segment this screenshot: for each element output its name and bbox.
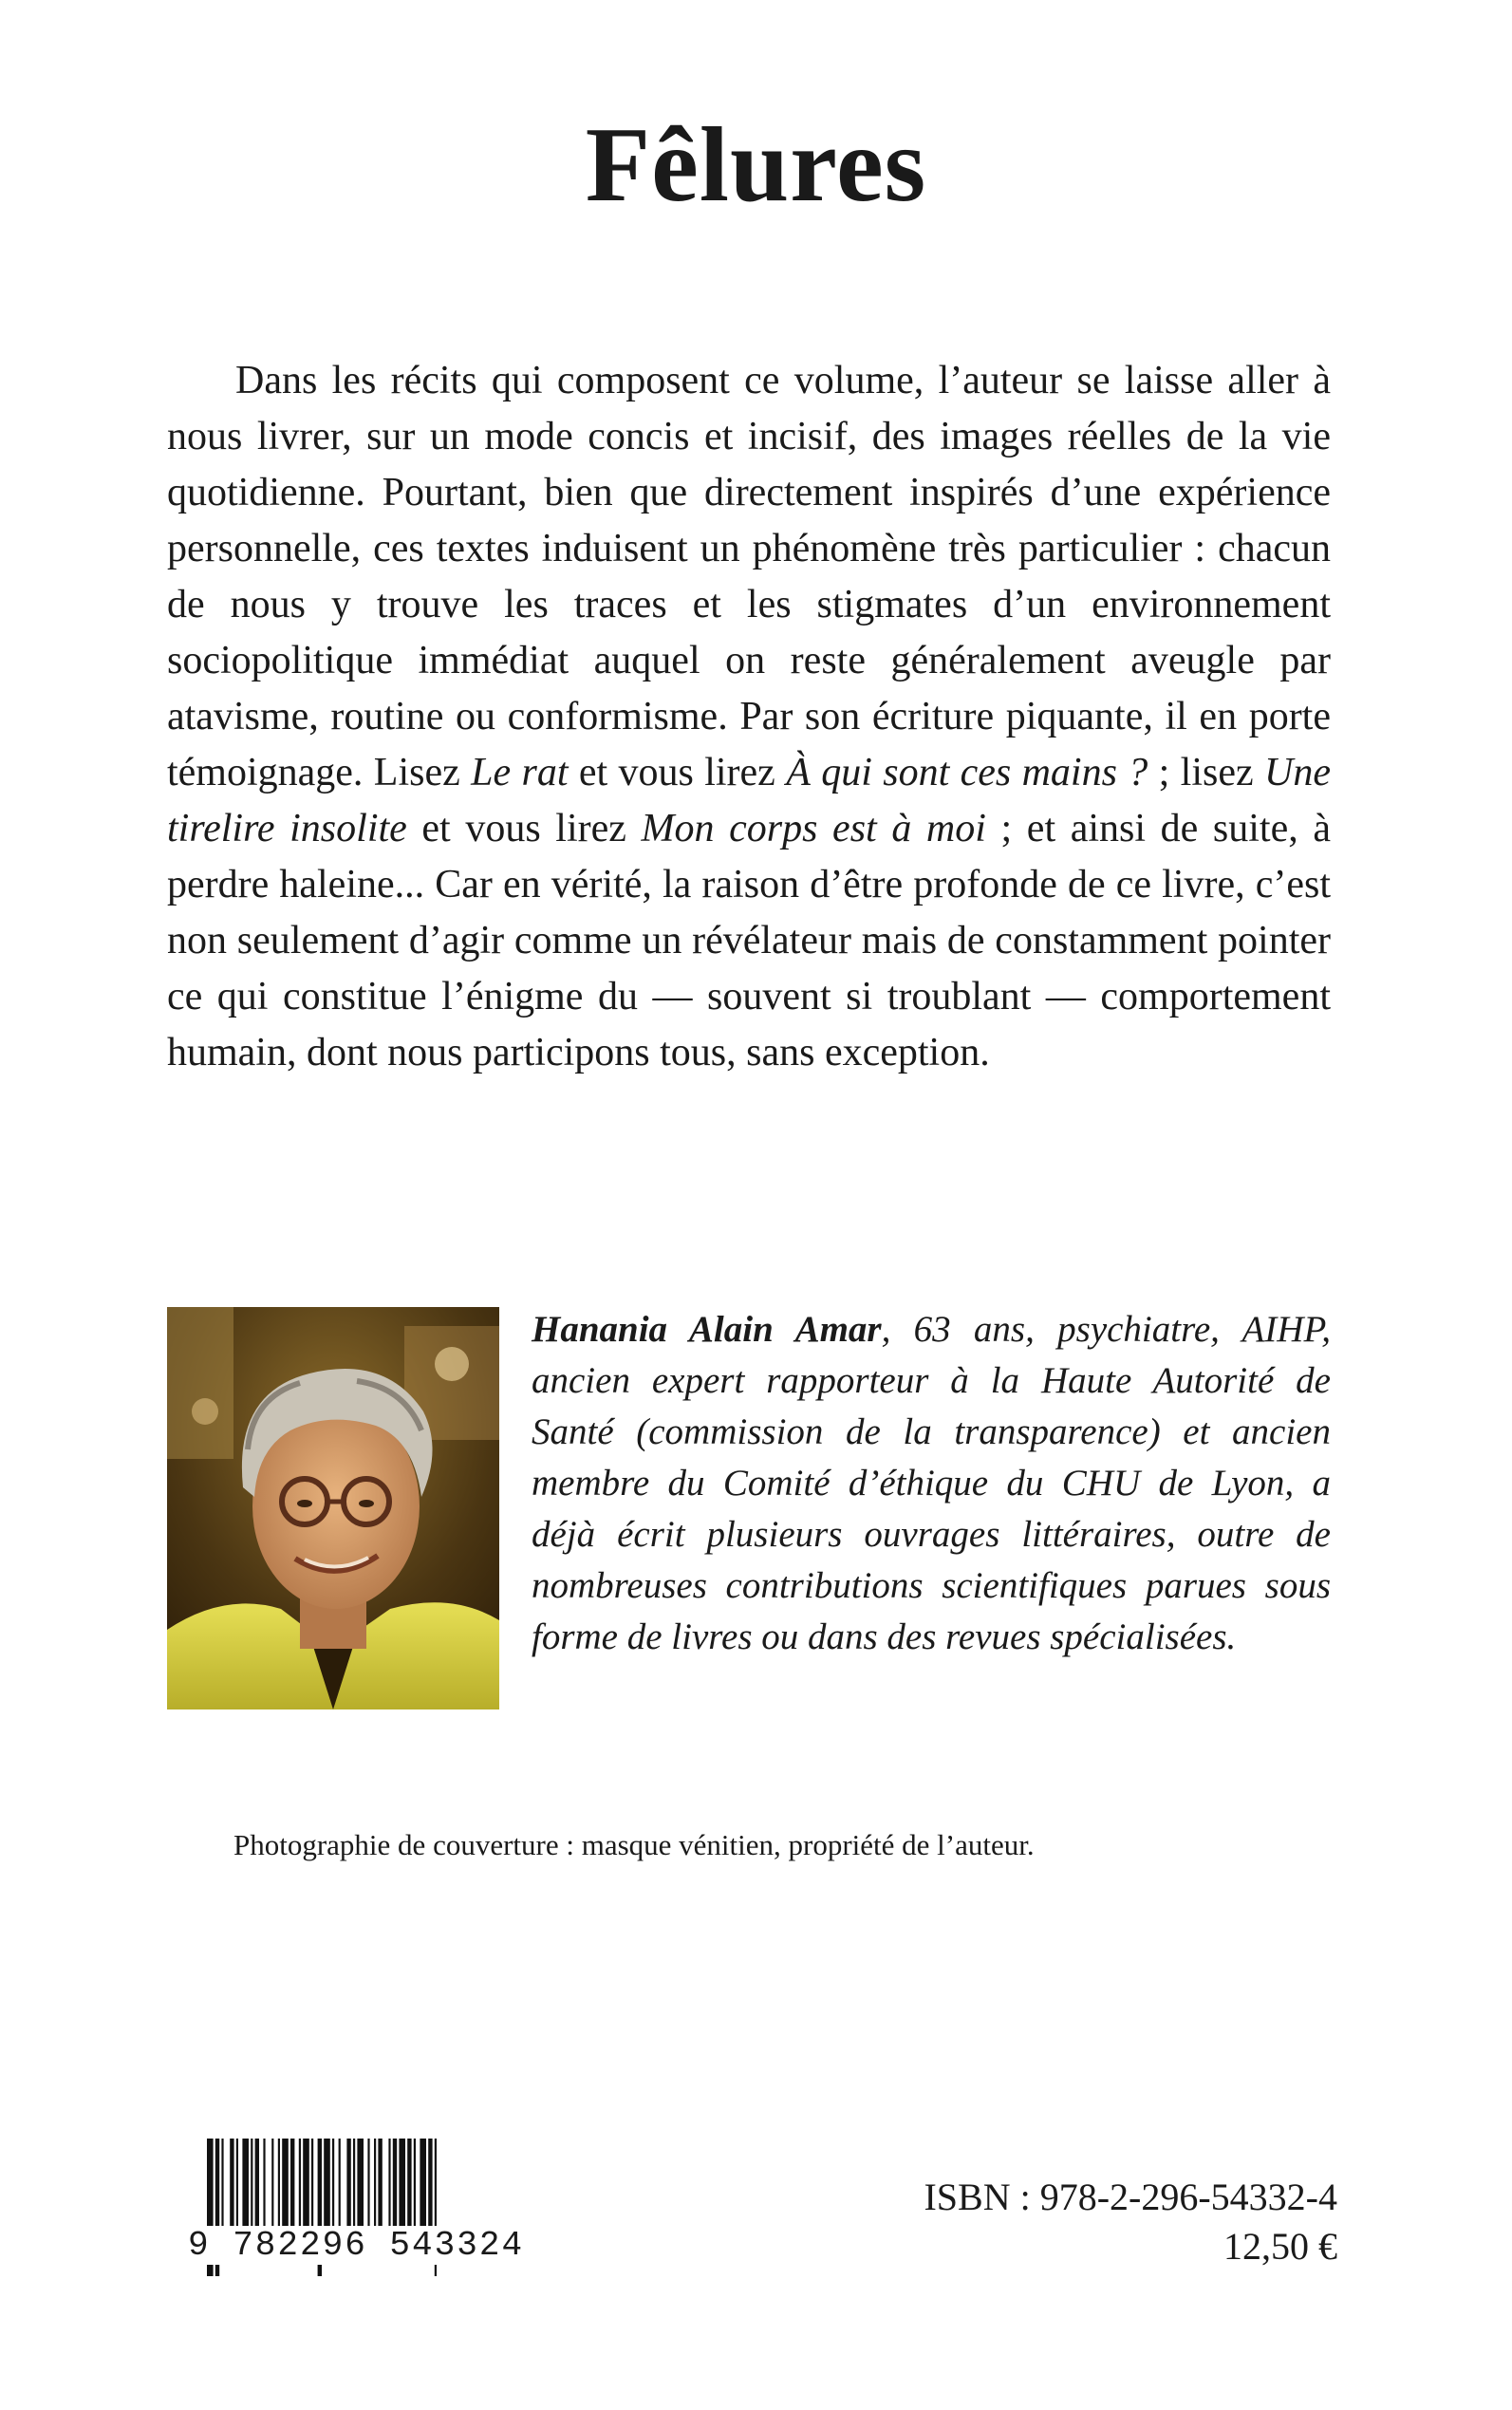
blurb-text-4: et vous lirez [406,807,642,850]
blurb-text-1: Dans les récits qui composent ce volume, l’auteur se laisse aller à nous livrer, sur un mode concis et incisif, des images réelles de la vie quotidienne. Pourtant, bien que directement inspirés d’une expérience personnelle, ces textes induisent un phénomène très particulier : chacun de nous y trouve les traces et les stigmates d’un environnement sociopolitique immédiat auquel on reste généralement aveugle par atavisme, routine ou conformisme. Par son écriture piquante, il en porte témoignage. Lisez [167,359,1331,794]
book-title: Fêlures [585,106,927,224]
barcode-bar [393,2139,397,2233]
barcode-bar [420,2139,426,2233]
cover-photo-credit: Photographie de couverture : masque vénitien, propriété de l’auteur. [233,1828,1035,1861]
barcode-digits-text: 9 782296 543324 [188,2226,525,2265]
blurb-text-3: ; lisez [1148,751,1265,794]
barcode-bar [251,2139,252,2233]
barcode-bar [378,2139,382,2233]
barcode-bar [299,2139,301,2233]
barcode-bar [278,2139,280,2233]
barcode-bar [311,2139,313,2233]
barcode-bar [388,2139,390,2233]
author-photo [167,1307,499,1709]
barcode-bar [367,2139,369,2233]
barcode-bar [332,2139,334,2233]
barcode-bar [263,2139,265,2233]
barcode-bar [374,2139,376,2233]
barcode-bar [303,2139,309,2233]
barcode-bar [414,2139,416,2233]
barcode-bar [255,2139,259,2233]
back-cover-blurb [167,353,1331,1081]
barcode-bar [346,2139,350,2233]
story-title-le-rat: Le rat [471,751,569,794]
price: 12,50 € [1223,2225,1337,2268]
barcode-bar [230,2139,233,2233]
author-name: Hanania Alain Amar [532,1309,882,1350]
barcode-bar [271,2139,273,2233]
isbn: ISBN : 978-2-296-54332-4 [924,2176,1337,2218]
barcode-bar [357,2139,364,2233]
story-title-une-tirelire-insolite: Une tirelire insolite [167,751,1331,850]
story-title-a-qui-sont-ces-mains: À qui sont ces mains ? [786,751,1148,794]
barcode-bar [236,2139,238,2233]
blurb-text-2: et vous lirez [568,751,787,794]
story-title-mon-corps-est-a-moi: Mon corps est à moi [641,807,986,850]
barcode-bar [407,2139,411,2233]
barcode-bar [221,2139,223,2233]
blurb-text-5: ; et ainsi de suite, à perdre haleine... Car en vérité, la raison d’être profonde de ce livre, c’est non seulement d’agir comme un révélateur mais de constamment pointer ce qui constitue l’énigme du — souvent si troublant — comportement humain, dont nous participons tous, sans exception. [167,807,1331,1074]
barcode-bar [324,2139,330,2233]
barcode-bar [428,2139,432,2233]
barcode-bar [339,2139,341,2233]
barcode-bar [290,2139,294,2233]
author-bio-text: , 63 ans, psychiatre, AIHP, ancien expert rapporteur à la Haute Autorité de Santé (commission de la transparence) et ancien membre du Comité d’éthique du CHU de Lyon, a déjà écrit plusieurs ouvrages littéraires, outre de nombreuses contributions scientifiques parues sous forme de livres ou dans des revues spécialisées. [532,1309,1331,1657]
barcode-digits [186,2226,525,2265]
barcode-bar [399,2139,405,2233]
barcode-bar [242,2139,249,2233]
barcode-bar [353,2139,355,2233]
barcode-bar [282,2139,289,2233]
author-bio [532,1304,1331,1663]
